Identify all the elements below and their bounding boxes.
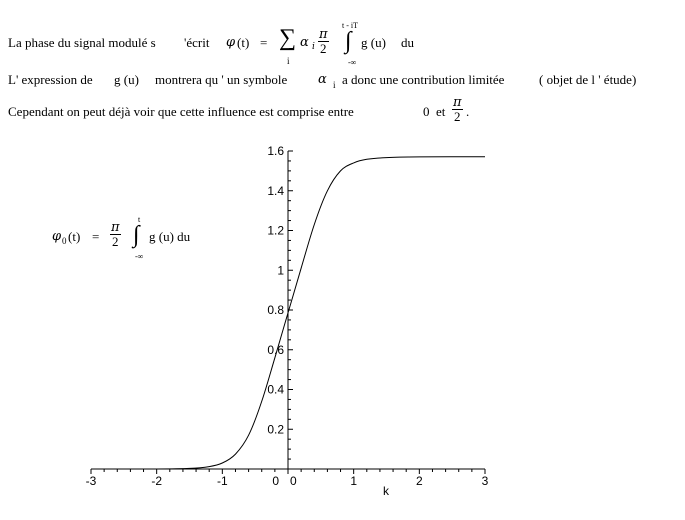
line1-text: La phase du signal modulé s <box>8 35 156 50</box>
x-axis-label: k <box>383 484 389 498</box>
line3-period: . <box>466 104 470 119</box>
line3-zero: 0 <box>423 104 430 119</box>
x-tick-label: -1 <box>216 474 228 488</box>
line2-text-c: a donc une contribution limitée <box>342 72 505 87</box>
equals-sign: = <box>260 35 268 50</box>
y-tick-label: 0.6 <box>267 342 284 357</box>
alpha-symbol: α <box>300 35 309 50</box>
line2-text-b: montrera qu ' un symbole <box>155 72 288 87</box>
x-tick-label: 3 <box>481 474 489 488</box>
phi0-two: 2 <box>112 234 119 249</box>
x-tick-label: 0 <box>272 474 279 488</box>
y-tick-label: 0.4 <box>267 382 284 397</box>
pi-numerator: π <box>319 27 328 42</box>
g-u: g (u) <box>361 35 386 50</box>
two-denominator: 2 <box>320 41 327 56</box>
line2-alpha-index: i <box>333 80 336 90</box>
phi0-g-u-du: g (u) du <box>149 229 191 244</box>
y-tick-label: 0.8 <box>267 303 284 317</box>
line2-alpha: α <box>318 72 327 87</box>
line3-text: Cependant on peut déjà voir que cette influence est comprise entre <box>8 104 354 119</box>
phi0-t: (t) <box>68 229 81 244</box>
integral-lower: -∞ <box>348 58 357 67</box>
y-tick-label: 1.2 <box>267 223 284 238</box>
line2-text-d: ( objet de l ' étude) <box>539 72 637 87</box>
line1-ecrit: 'écrit <box>184 35 210 50</box>
phi0-integral-lower: -∞ <box>135 252 144 261</box>
line3-et: et <box>436 104 446 119</box>
alpha-index: i <box>312 42 315 52</box>
phi0-integral: ∫ <box>133 222 140 248</box>
phi0-equals: = <box>92 229 100 244</box>
integral-symbol: ∫ <box>345 28 352 54</box>
sum-symbol: ∑ <box>279 25 297 51</box>
line2-g-u: g (u) <box>114 72 139 87</box>
sum-index: i <box>287 56 290 66</box>
x-tick-label: 2 <box>415 474 423 488</box>
y-tick-label: 1.4 <box>267 183 284 198</box>
line3-pi: π <box>453 95 462 110</box>
phi0-subscript: 0 <box>62 236 67 246</box>
line3-two: 2 <box>454 109 461 124</box>
y-tick-label: 1 <box>277 263 284 278</box>
x-tick-label: 1 <box>350 474 358 488</box>
y-tick-label: 1.6 <box>267 144 284 158</box>
phi0-pi: π <box>111 220 120 235</box>
x-tick-label: -3 <box>85 474 97 488</box>
du: du <box>401 35 414 50</box>
y-tick-label: 0.2 <box>267 422 284 437</box>
x-tick-label: -2 <box>151 474 163 488</box>
phi0-symbol: φ <box>52 229 62 244</box>
t-paren: (t) <box>237 35 250 50</box>
phi-symbol: φ <box>226 35 236 50</box>
line2-text-a: L' expression de <box>8 72 93 87</box>
x-tick-label: 0 <box>290 474 297 488</box>
integral-upper: t - iT <box>342 21 358 30</box>
phi0-integral-upper: t <box>138 215 141 224</box>
